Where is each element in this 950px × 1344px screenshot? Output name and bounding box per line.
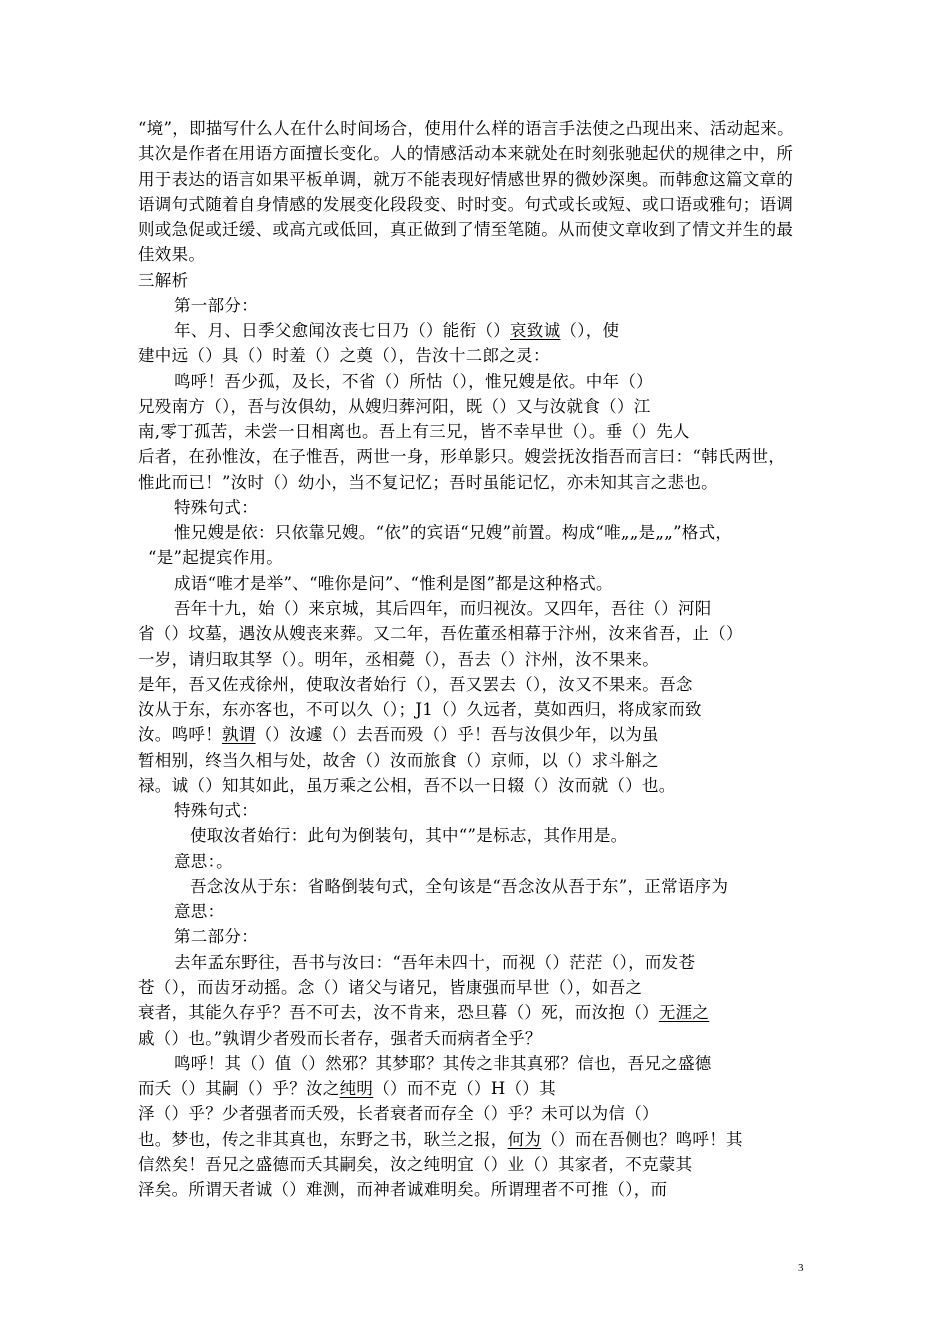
part1-heading: 第一部分： bbox=[174, 296, 258, 315]
underlined-phrase: 无涯之 bbox=[658, 1003, 710, 1022]
special-heading-2: 特殊句式： bbox=[174, 801, 258, 820]
part1-para3-line5: 汝从于东，东亦客也，不可以久（）；J1（）久远者，莫如西归，将成家而致 bbox=[138, 700, 702, 719]
special-heading-1: 特殊句式： bbox=[174, 498, 258, 517]
part1-para3-line7: 暂相别，终当久相与处，故舍（）汝而旅食（）京师，以（）求斗斛之 bbox=[138, 751, 659, 770]
underlined-phrase: 何为 bbox=[507, 1130, 542, 1149]
part1-para3-line3: 一岁，请归取其孥（）。明年，丞相薨（），吾去（）汴州，汝不果来。 bbox=[138, 650, 660, 669]
part2-line4: 戚（）也。”孰谓少者殁而长者存，强者夭而病者全乎？ bbox=[138, 1029, 542, 1048]
intro-line-3: 用于表达的语言如果平板单调，就万不能表现好情感世界的微妙深奥。而韩愈这篇文章的 bbox=[138, 170, 794, 189]
intro-line-1: “境”，即描写什么人在什么时间场合，使用什么样的语言手法使之凸现出来、活动起来。 bbox=[138, 119, 794, 138]
special-note-line1: 惟兄嫂是依：只依靠兄嫂。“依”的宾语“兄嫂”前置。构成“唯„„是„„”格式， bbox=[174, 523, 733, 542]
part2-heading: 第二部分： bbox=[174, 927, 258, 946]
part1-para3-line2: 省（）坟墓，遇汝从嫂丧来葬。又二年，吾佐董丞相幕于汴州，汝来省吾，止（） bbox=[138, 624, 743, 643]
underlined-phrase: 纯明 bbox=[339, 1079, 374, 1098]
part1-para2-line1: 鸣呼！吾少孤，及长，不省（）所怙（），惟兄嫂是依。中年（） bbox=[174, 372, 653, 391]
part1-para2-line4: 后者，在孙惟汝，在子惟吾，两世一身，形单影只。嫂尝抚汝指吾而言曰：“韩氏两世， bbox=[138, 447, 786, 466]
part1-para3-line8: 禄。诚（）知其如此，虽万乘之公相，吾不以一日辍（）汝而就（）也。 bbox=[138, 776, 676, 795]
part2-line1: 去年孟东野往，吾书与汝曰：“吾年未四十，而视（）茫茫（），而发苍 bbox=[174, 953, 696, 972]
special2-line2: 意思：。 bbox=[174, 852, 233, 871]
part2-line7: 泽（）乎？少者强者而夭殁，长者衰者而存全（）乎？未可以为信（） bbox=[138, 1104, 659, 1123]
special2-line1: 使取汝者始行：此句为倒装句，其中“”是标志，其作用是。 bbox=[190, 826, 628, 845]
part2-line6: 而夭（）其嗣（）乎？汝之纯明（）而不克（）H（）其 bbox=[138, 1079, 556, 1098]
part1-para1-line2: 建中远（）具（）时羞（）之奠（），告汝十二郎之灵： bbox=[138, 346, 550, 365]
special-note-line2: “是”起提宾作用。 bbox=[148, 548, 284, 567]
part2-line3: 衰者，其能久存乎？吾不可去，汝不肯来，恐旦暮（）死，而汝抱（）无涯之 bbox=[138, 1003, 710, 1022]
page-number: 3 bbox=[798, 1262, 804, 1274]
part1-para3-line6: 汝。鸣呼！孰谓（）汝遽（）去吾而殁（）乎！吾与汝俱少年，以为虽 bbox=[138, 725, 659, 744]
part1-para3-line4: 是年，吾又佐戎徐州，使取汝者始行（），吾又罢去（），汝又不果来。吾念 bbox=[138, 675, 693, 694]
intro-line-5: 则或急促或迁缓、或高亢或低回，真正做到了情至笔随。从而使文章收到了情文并生的最 bbox=[138, 220, 794, 239]
special2-line4: 意思： bbox=[174, 902, 225, 921]
part1-para2-line2: 兄殁南方（），吾与汝俱幼，从嫂归葬河阳，既（）又与汝就食（）江 bbox=[138, 397, 651, 416]
underlined-phrase: 哀致诚 bbox=[510, 321, 561, 340]
part2-line5: 鸣呼！其（）值（）然邪？其梦耶？其传之非其真邪？信也，吾兄之盛德 bbox=[174, 1054, 712, 1073]
intro-line-2: 其次是作者在用语方面擅长变化。人的情感活动本来就处在时刻张驰起伏的规律之中，所 bbox=[138, 144, 794, 163]
part1-para2-line3: 南,零丁孤苦，未尝一日相离也。吾上有三兄，皆不幸早世（）。垂（）先人 bbox=[138, 422, 690, 441]
intro-line-4: 语调句式随着自身情感的发展变化段段变、时时变。句式或长或短、或口语或雅句；语调 bbox=[138, 195, 794, 214]
part2-line8: 也。梦也，传之非其真也，东野之书，耿兰之报，何为（）而在吾侧也？鸣呼！其 bbox=[138, 1130, 743, 1149]
intro-line-6: 佳效果。 bbox=[138, 245, 206, 264]
part2-line2: 苍（），而齿牙动摇。念（）诸父与诸兄，皆康强而早世（），如吾之 bbox=[138, 978, 643, 997]
underlined-phrase: 孰谓 bbox=[222, 725, 256, 744]
part2-line9: 信然矣！吾兄之盛德而夭其嗣矣，汝之纯明宜（）业（）其家者，不克蒙其 bbox=[138, 1155, 693, 1174]
part2-line10: 泽矣。所谓天者诚（）难测，而神者诚难明矣。所谓理者不可推（），而 bbox=[138, 1180, 668, 1199]
part1-para3-line1: 吾年十九，始（）来京城，其后四年，而归视汝。又四年，吾往（）河阳 bbox=[174, 599, 712, 618]
part1-para1-line1: 年、月、日季父愈闻汝丧七日乃（）能衔（）哀致诚（），使 bbox=[174, 321, 620, 340]
part1-para2-line5: 惟此而已！”汝时（）幼小，当不复记忆；吾时虽能记忆，亦未知其言之悲也。 bbox=[138, 473, 718, 492]
special-note-line3: 成语“唯才是举”、“唯你是问”、“惟利是图”都是这种格式。 bbox=[174, 574, 613, 593]
section-heading: 三解析 bbox=[138, 271, 189, 290]
special2-line3: 吾念汝从于东：省略倒装句式，全句该是“吾念汝从吾于东”，正常语序为 bbox=[190, 877, 729, 896]
